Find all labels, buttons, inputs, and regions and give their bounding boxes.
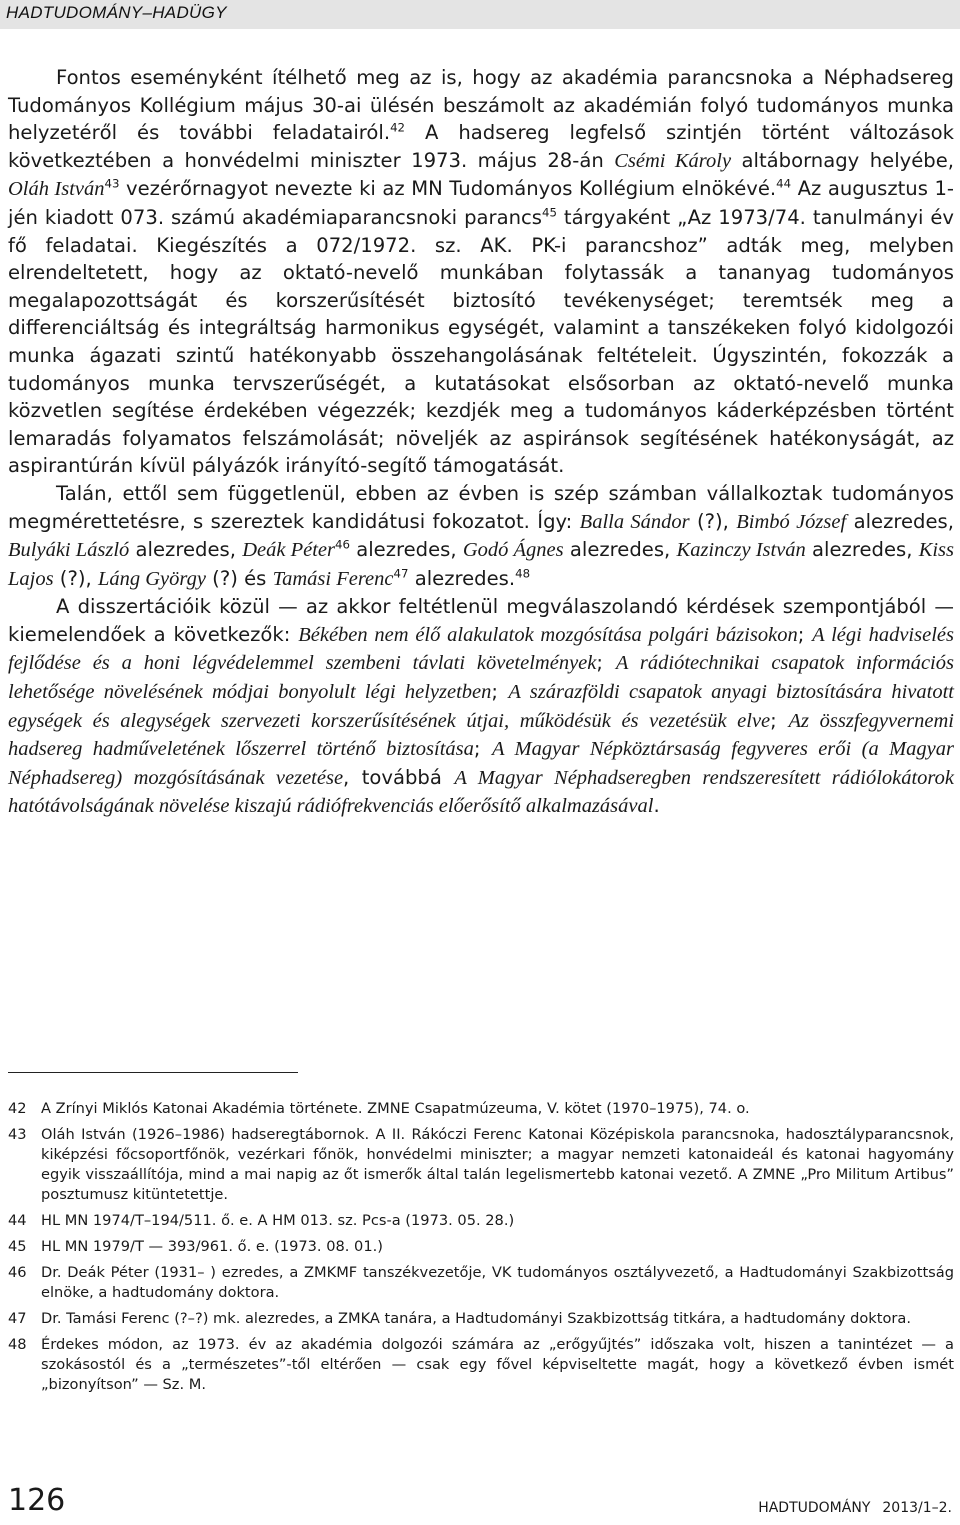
footnotes: [8, 1099, 954, 1401]
footnote: [8, 1309, 954, 1329]
dissertation-title: A szárazföldi csapatok anyagi biztosítására hivatott egységek és alegységek szervezeti korszerűsítésének útjai, működésük és vezetésük elve: [8, 681, 954, 732]
person-name: Kazinczy István: [676, 539, 806, 562]
footnote-text: HL MN 1974/T–194/511. ő. e. A HM 013. sz. Pcs-a (1973. 05. 28.): [41, 1212, 515, 1229]
footnote-number: 45: [8, 1238, 27, 1255]
dissertation-title: A Magyar Népköztársaság fegyveres erői (a Magyar Néphadsereg) mozgósításának vezetése: [8, 738, 954, 789]
footnote: [8, 1099, 954, 1119]
person-name: Godó Ágnes: [462, 539, 564, 562]
footnote-text: A Zrínyi Miklós Katonai Akadémia története. ZMNE Csapatmúzeuma, V. kötet (1970–1975), 74. o.: [41, 1100, 750, 1117]
footnote-number: 43: [8, 1126, 27, 1143]
person-name: Kiss Lajos: [8, 539, 955, 590]
footnote: [8, 1125, 954, 1205]
person-name: Bulyáki László: [8, 539, 130, 562]
journal-issue: 2013/1–2.: [882, 1500, 952, 1516]
person-name: Tamási Ferenc: [272, 567, 394, 590]
journal-name: HADTUDOMÁNY: [758, 1500, 871, 1516]
footnote-number: 48: [8, 1336, 27, 1353]
footnote-text: Dr. Deák Péter (1931– ) ezredes, a ZMKMF tanszékvezetője, VK tudományos osztályvezető, a Hadtudományi Szakbizottság elnöke, a hadtudomány doktora.: [41, 1264, 954, 1301]
page-number: 126: [8, 1483, 66, 1518]
person-name: Deák Péter: [242, 539, 335, 562]
dissertation-title: A Magyar Néphadseregben rendszeresített rádiólokátorok hatótávolságának növelése kiszajú rádiófrekvenciás előerősítő alkalmazásával: [8, 766, 954, 818]
footnote-ref[interactable]: 42: [390, 120, 406, 135]
person-name: Bimbó József: [736, 510, 847, 533]
person-name: Balla Sándor: [579, 510, 690, 533]
dissertation-title: A rádiótechnikai csapatok információs lehetősége növelésének módjai bonyolult légi helyzetben: [8, 652, 954, 704]
footnote-number: 47: [8, 1310, 27, 1327]
footnote-text: Érdekes módon, az 1973. év az akadémia dolgozói számára az „erőgyűjtés” időszaka volt, hiszen a tanintézet — a szokásostól és a „természetes”-től eltérően — csak egy fővel képviseltette magát, hogy a következő évben ismét „bizonyítson” — Sz. M.: [41, 1336, 954, 1393]
header-band: [0, 0, 960, 29]
footnote-number: 44: [8, 1212, 27, 1229]
dissertation-title: A légi hadviselés fejlődése és a honi légvédelemmel szembeni távlati követelmények: [8, 623, 954, 675]
article-body: [8, 64, 954, 821]
dissertation-title: Békében nem élő alakulatok mozgósítása polgári bázisokon: [298, 623, 798, 646]
journal-footer: [758, 1500, 952, 1516]
footnote-number: 46: [8, 1264, 27, 1281]
footnote-ref[interactable]: 46: [335, 537, 350, 552]
person-name: Láng György: [97, 567, 206, 590]
footnote-text: Dr. Tamási Ferenc (?–?) mk. alezredes, a ZMKA tanára, a Hadtudományi Szakbizottság titkára, a hadtudomány doktora.: [41, 1310, 911, 1327]
paragraph-2: Talán, ettől sem függetlenül, ebben az évben is szép számban vállalkoztak tudományos megmérettetésre, s szereztek kandidátusi fokozatot. Így: Balla Sándor (?), Bimbó József alezredes, Bulyáki László alezredes, Deák Péter$^{46}$ alezredes, Godó Ágnes alezredes, Kazinczy István alezredes, Kiss Lajos (?), Láng György (?) és Tamási Ferenc$^{47}$ alezredes.$^{48}$: [8, 481, 955, 590]
footnote-number: 42: [8, 1100, 27, 1117]
footnote-ref[interactable]: 45: [542, 205, 557, 220]
running-head: HADTUDOMÁNY–HADÜGY: [6, 3, 227, 22]
paragraph-1: Fontos eseményként ítélhető meg az is, hogy az akadémia parancsnoka a Néphadsereg Tudományos Kollégium május 30-ai ülésén beszámolt az akadémián folyó tudományos munka helyzetéről és további feladatairól.$^{42}$ A hadsereg legfelső szintjén történt változások következtében a honvédelmi miniszter 1973. május 28-án Csémi Károly altábornagy helyébe, Oláh István$^{43}$ vezérőrnagyot nevezte ki az MN Tudományos Kollégium elnökévé.$^{44}$ Az augusztus 1-jén kiadott 073. számú akadémiaparancsnoki parancs$^{45}$ tárgyaként „Az 1973/74. tanulmányi év fő feladatai. Kiegészítés a 072/1972. sz. AK. PK-i parancshoz” adták meg, melyben elrendeltetett, hogy az oktató-nevelő munkában folytassák a tananyag tudományos megalapozottságát és korszerűsítését biztosító tevékenységet; teremtsék meg a differenciáltság és integráltság harmonikus egységét, valamint a tanszékeken folyó kidolgozói munka ágazati szintű hatékonyabb összehangolásának feltételeit. Úgyszintén, fokozzák a tudományos munka tervszerűségét, a kutatásokat elsősorban az oktató-nevelő munka közvetlen segítése érdekében végezzék; kezdjék meg a tudományos káderképzésben történt lemaradás folyamatos felszámolását; növeljék az aspiránsok segítésének hatékonyságát, az aspirantúrán kívül pályázók irányító-segítő támogatását.: [8, 66, 955, 478]
footnote-ref[interactable]: 48: [515, 566, 531, 581]
footnote-ref[interactable]: 44: [776, 176, 792, 191]
footnote-ref[interactable]: 43: [104, 176, 120, 191]
footnote: [8, 1335, 954, 1395]
footnote-text: HL MN 1979/T — 393/961. ő. e. (1973. 08. 01.): [41, 1238, 383, 1255]
footnote: [8, 1263, 954, 1303]
footnote-divider: [8, 1072, 298, 1073]
footnote-ref[interactable]: 47: [393, 566, 409, 581]
footnote: [8, 1211, 954, 1231]
person-name: Csémi Károly: [614, 149, 732, 172]
footnote: [8, 1237, 954, 1257]
footnote-text: Oláh István (1926–1986) hadseregtábornok. A II. Rákóczi Ferenc Katonai Középiskola parancsnoka, hadosztályparancsnok, kiképzési főcsoportfőnök, vezérkari főnök, honvédelmi miniszter; a magyar nemzeti katonaideál és katonai hagyomány egyik visszaállítója, mind a mai napig az őt ismerők által talán legelismertebb katonai vezető. A ZMNE „Pro Militum Artibus” posztumusz kitüntetettje.: [41, 1126, 954, 1203]
paragraph-3: A disszertációik közül — az akkor feltétlenül megválaszolandó kérdések szempontjából — kiemelendőek a következők: Békében nem élő alakulatok mozgósítása polgári bázisokon; A légi hadviselés fejlődése és a honi légvédelemmel szembeni távlati követelmények; A rádiótechnikai csapatok információs lehetősége növelésének módjai bonyolult légi helyzetben; A szárazföldi csapatok anyagi biztosítására hivatott egységek és alegységek szervezeti korszerűsítésének útjai, működésük és vezetésük elve; Az összfegyvernemi hadsereg hadműveletének lőszerrel történő biztosítása; A Magyar Népköztársaság fegyveres erői (a Magyar Néphadsereg) mozgósításának vezetése, továbbá A Magyar Néphadseregben rendszeresített rádiólokátorok hatótávolságának növelése kiszajú rádiófrekvenciás előerősítő alkalmazásával.: [8, 595, 954, 818]
dissertation-title: Az összfegyvernemi hadsereg hadműveletének lőszerrel történő biztosítása: [8, 709, 954, 761]
person-name: Oláh István: [8, 178, 105, 201]
